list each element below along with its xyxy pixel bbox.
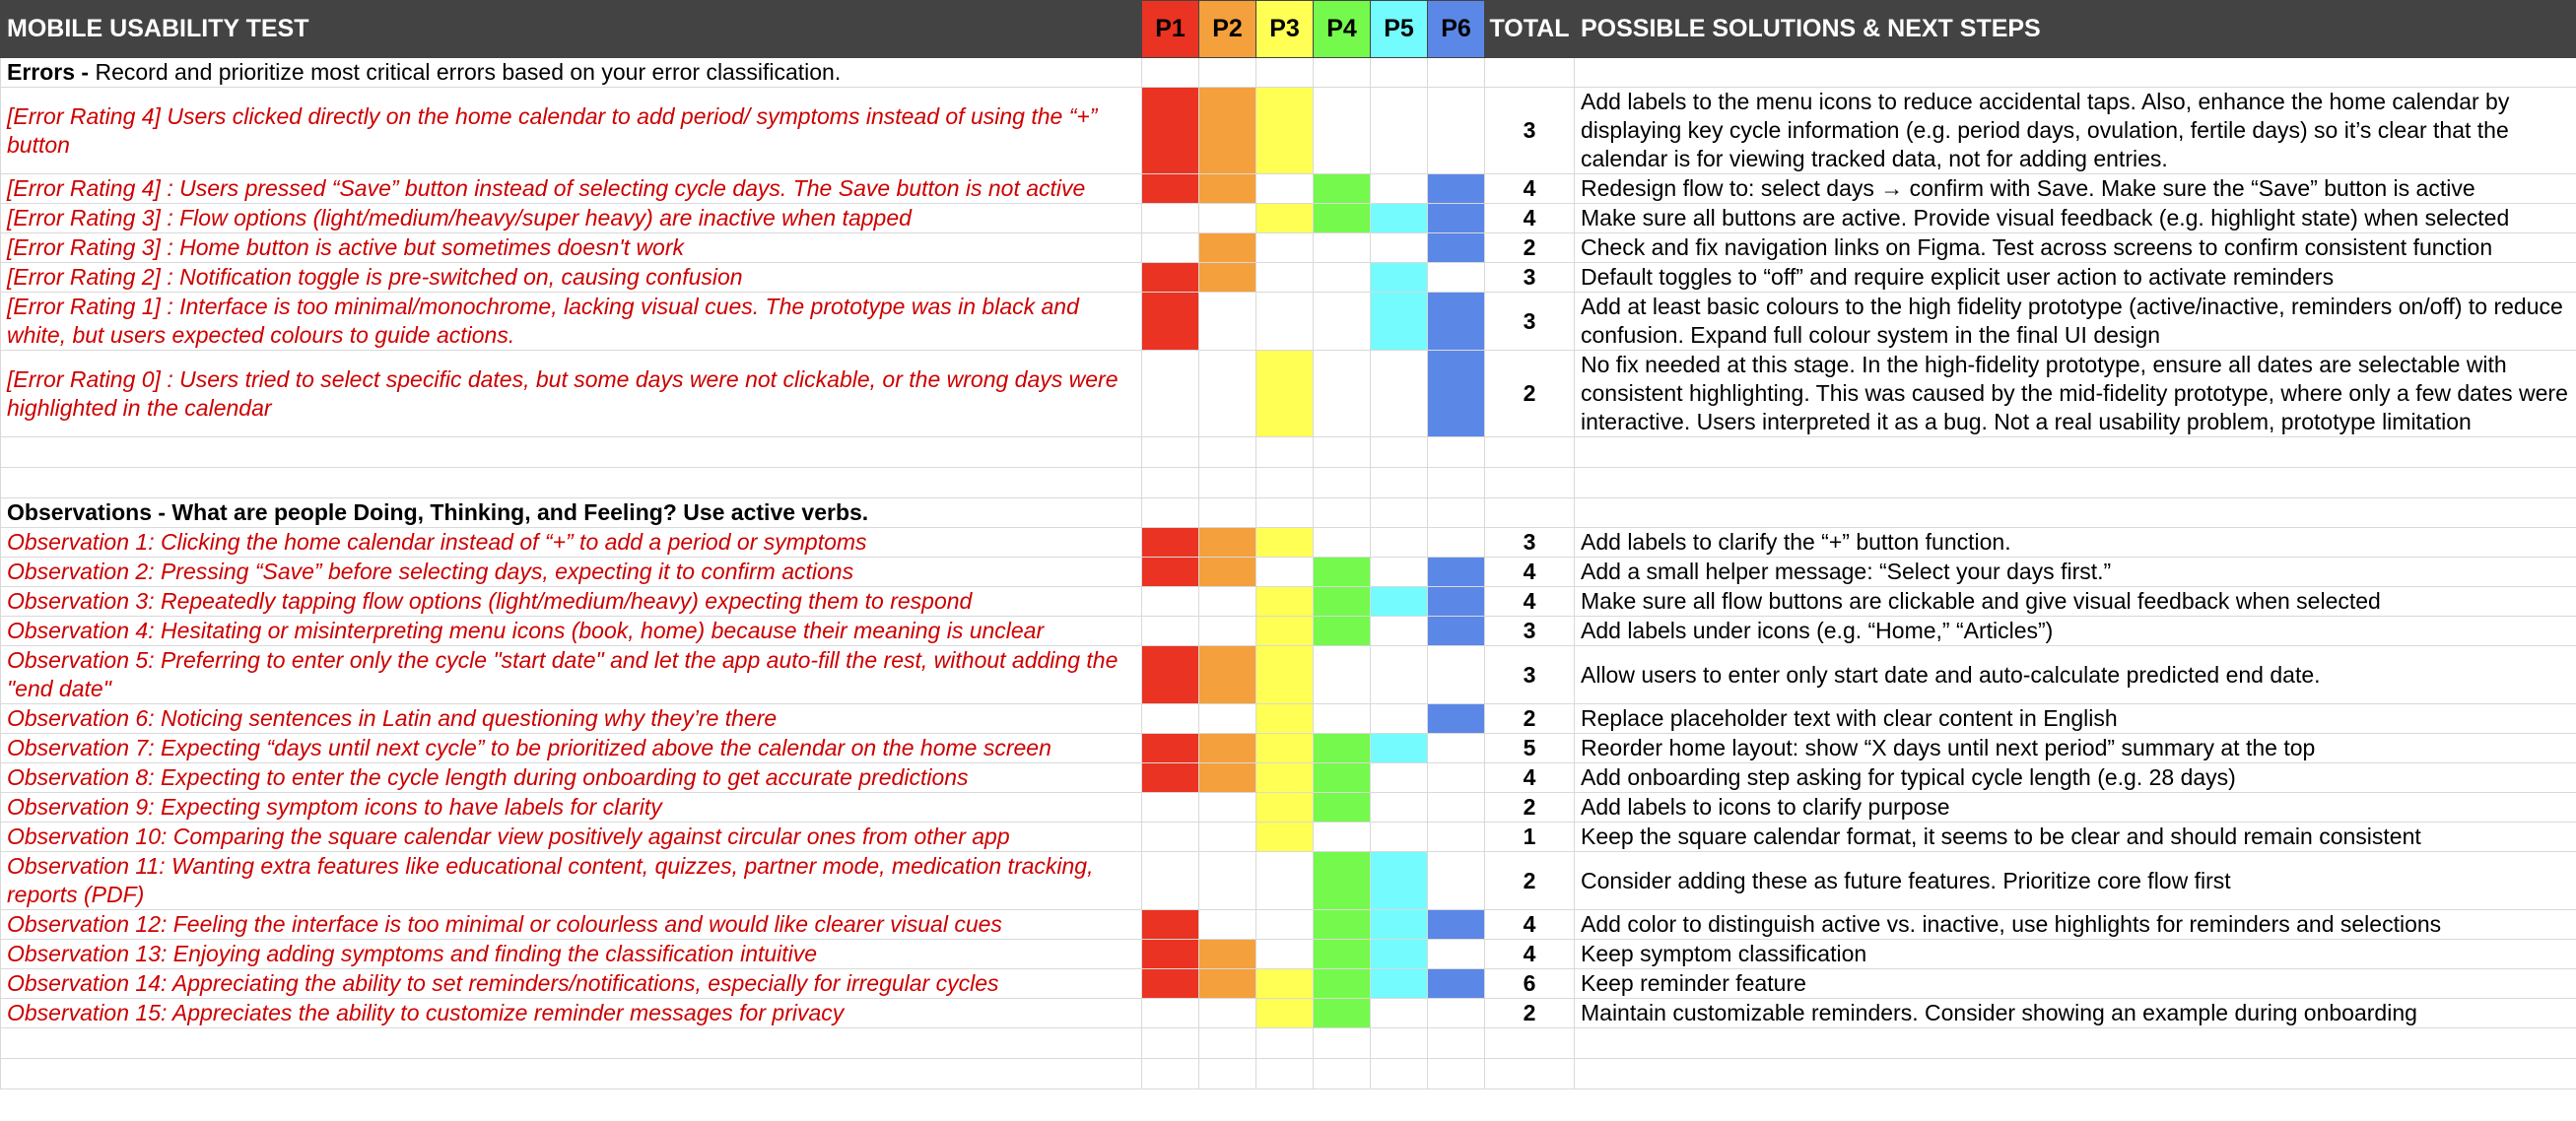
participant-mark-p3[interactable] [1256, 704, 1314, 734]
participant-mark-p5[interactable] [1371, 793, 1428, 823]
observation-total[interactable]: 4 [1485, 940, 1575, 969]
errors-label: Errors - [7, 59, 96, 85]
participant-mark-p2[interactable] [1199, 793, 1256, 823]
participant-mark-p4[interactable] [1314, 704, 1371, 734]
participant-mark-p3[interactable] [1256, 587, 1314, 617]
observation-description[interactable]: Observation 4: Hesitating or misinterpreting menu icons (book, home) because their meaning is unclear [1, 617, 1142, 646]
participant-mark-p3[interactable] [1256, 174, 1314, 204]
participant-mark-p6[interactable] [1428, 528, 1485, 558]
observations-heading[interactable]: Observations - What are people Doing, Thinking, and Feeling? Use active verbs. [1, 498, 1142, 528]
participant-mark-p6[interactable] [1428, 617, 1485, 646]
empty-cell[interactable] [1199, 498, 1256, 528]
observation-solution[interactable]: Add onboarding step asking for typical cycle length (e.g. 28 days) [1575, 763, 2576, 793]
empty-cell[interactable] [1142, 1028, 1199, 1059]
observation-row [1, 823, 2576, 852]
participant-mark-p3[interactable] [1256, 763, 1314, 793]
observation-solution[interactable]: Consider adding these as future features. Prioritize core flow first [1575, 852, 2576, 910]
observation-row [1, 587, 2576, 617]
error-total[interactable]: 2 [1485, 351, 1575, 437]
participant-mark-p4[interactable] [1314, 351, 1371, 437]
participant-mark-p2[interactable] [1199, 233, 1256, 263]
empty-cell[interactable] [1428, 1028, 1485, 1059]
error-row [1, 174, 2576, 204]
error-description[interactable]: [Error Rating 0] : Users tried to select specific dates, but some days were not clickable, or the wrong days were highlighted in the calendar [1, 351, 1142, 437]
empty-cell[interactable] [1199, 1028, 1256, 1059]
participant-mark-p1[interactable] [1142, 528, 1199, 558]
participant-mark-p3[interactable] [1256, 558, 1314, 587]
empty-cell[interactable] [1575, 437, 2576, 468]
empty-cell[interactable] [1485, 58, 1575, 88]
header-row [1, 1, 2576, 58]
error-row [1, 233, 2576, 263]
participant-mark-p2[interactable] [1199, 734, 1256, 763]
observation-row [1, 940, 2576, 969]
participant-mark-p4[interactable] [1314, 293, 1371, 351]
participant-mark-p2[interactable] [1199, 558, 1256, 587]
empty-cell[interactable] [1371, 1028, 1428, 1059]
participant-mark-p4[interactable] [1314, 587, 1371, 617]
participant-mark-p2[interactable] [1199, 704, 1256, 734]
empty-cell[interactable] [1256, 58, 1314, 88]
observation-total[interactable]: 4 [1485, 587, 1575, 617]
empty-cell[interactable] [1428, 1059, 1485, 1089]
error-row [1, 204, 2576, 233]
participant-mark-p4[interactable] [1314, 823, 1371, 852]
observation-solution[interactable]: Keep reminder feature [1575, 969, 2576, 999]
observation-total[interactable]: 3 [1485, 617, 1575, 646]
empty-cell[interactable] [1, 437, 1142, 468]
participant-mark-p1[interactable] [1142, 704, 1199, 734]
observations-section-row [1, 498, 2576, 528]
participant-mark-p2[interactable] [1199, 351, 1256, 437]
empty-cell[interactable] [1, 1059, 1142, 1089]
empty-cell[interactable] [1575, 1059, 2576, 1089]
participant-mark-p4[interactable] [1314, 940, 1371, 969]
error-solution[interactable]: Check and fix navigation links on Figma. Test across screens to confirm consistent function [1575, 233, 2576, 263]
participant-mark-p6[interactable] [1428, 88, 1485, 174]
participant-mark-p5[interactable] [1371, 646, 1428, 704]
observation-row [1, 528, 2576, 558]
participant-mark-p5[interactable] [1371, 204, 1428, 233]
observation-total[interactable]: 3 [1485, 646, 1575, 704]
participant-header-p1[interactable]: P1 [1142, 1, 1199, 58]
participant-mark-p4[interactable] [1314, 646, 1371, 704]
empty-cell[interactable] [1371, 1059, 1428, 1089]
participant-mark-p3[interactable] [1256, 999, 1314, 1028]
observation-solution[interactable]: Add color to distinguish active vs. inactive, use highlights for reminders and selections [1575, 910, 2576, 940]
participant-mark-p3[interactable] [1256, 940, 1314, 969]
error-row [1, 263, 2576, 293]
participant-mark-p3[interactable] [1256, 910, 1314, 940]
empty-cell[interactable] [1485, 1059, 1575, 1089]
participant-mark-p4[interactable] [1314, 617, 1371, 646]
empty-cell[interactable] [1314, 1059, 1371, 1089]
participant-mark-p1[interactable] [1142, 587, 1199, 617]
total-header[interactable]: TOTAL [1485, 1, 1575, 58]
observation-row [1, 793, 2576, 823]
blank-row [1, 468, 2576, 498]
participant-mark-p1[interactable] [1142, 233, 1199, 263]
participant-mark-p1[interactable] [1142, 940, 1199, 969]
observation-description[interactable]: Observation 7: Expecting “days until next cycle” to be prioritized above the calendar on the home screen [1, 734, 1142, 763]
participant-mark-p2[interactable] [1199, 204, 1256, 233]
participant-mark-p3[interactable] [1256, 852, 1314, 910]
observation-description[interactable]: Observation 5: Preferring to enter only the cycle "start date" and let the app auto-fill the rest, without adding the "end date" [1, 646, 1142, 704]
empty-cell[interactable] [1371, 468, 1428, 498]
participant-mark-p5[interactable] [1371, 293, 1428, 351]
participant-mark-p2[interactable] [1199, 174, 1256, 204]
participant-mark-p5[interactable] [1371, 969, 1428, 999]
participant-mark-p3[interactable] [1256, 823, 1314, 852]
error-description[interactable]: [Error Rating 3] : Home button is active but sometimes doesn't work [1, 233, 1142, 263]
observation-total[interactable]: 2 [1485, 999, 1575, 1028]
participant-mark-p5[interactable] [1371, 910, 1428, 940]
participant-mark-p6[interactable] [1428, 204, 1485, 233]
observation-row [1, 999, 2576, 1028]
error-description[interactable]: [Error Rating 4] Users clicked directly on the home calendar to add period/ symptoms instead of using the “+” button [1, 88, 1142, 174]
participant-mark-p4[interactable] [1314, 763, 1371, 793]
participant-mark-p1[interactable] [1142, 204, 1199, 233]
empty-cell[interactable] [1428, 437, 1485, 468]
sheet-title[interactable]: MOBILE USABILITY TEST [1, 1, 1142, 58]
participant-mark-p5[interactable] [1371, 88, 1428, 174]
empty-cell[interactable] [1142, 468, 1199, 498]
empty-cell[interactable] [1142, 437, 1199, 468]
participant-mark-p6[interactable] [1428, 293, 1485, 351]
participant-mark-p5[interactable] [1371, 174, 1428, 204]
participant-mark-p3[interactable] [1256, 646, 1314, 704]
observation-row [1, 910, 2576, 940]
observation-row [1, 558, 2576, 587]
participant-mark-p1[interactable] [1142, 734, 1199, 763]
participant-mark-p6[interactable] [1428, 763, 1485, 793]
participant-mark-p3[interactable] [1256, 734, 1314, 763]
participant-mark-p2[interactable] [1199, 617, 1256, 646]
participant-mark-p5[interactable] [1371, 351, 1428, 437]
observation-total[interactable]: 3 [1485, 528, 1575, 558]
participant-mark-p6[interactable] [1428, 646, 1485, 704]
participant-header-p3[interactable]: P3 [1256, 1, 1314, 58]
participant-mark-p5[interactable] [1371, 763, 1428, 793]
participant-mark-p4[interactable] [1314, 528, 1371, 558]
participant-mark-p2[interactable] [1199, 823, 1256, 852]
participant-mark-p2[interactable] [1199, 646, 1256, 704]
participant-mark-p5[interactable] [1371, 823, 1428, 852]
errors-section-cell[interactable] [1, 58, 1142, 88]
empty-cell[interactable] [1371, 437, 1428, 468]
error-total[interactable]: 4 [1485, 204, 1575, 233]
errors-section-row [1, 58, 2576, 88]
empty-cell[interactable] [1199, 468, 1256, 498]
participant-mark-p3[interactable] [1256, 617, 1314, 646]
observation-solution[interactable]: Keep symptom classification [1575, 940, 2576, 969]
observation-description[interactable]: Observation 10: Comparing the square calendar view positively against circular ones from other app [1, 823, 1142, 852]
participant-mark-p1[interactable] [1142, 351, 1199, 437]
error-row [1, 88, 2576, 174]
participant-mark-p1[interactable] [1142, 263, 1199, 293]
participant-mark-p6[interactable] [1428, 233, 1485, 263]
empty-cell[interactable] [1314, 498, 1371, 528]
observation-solution[interactable]: Allow users to enter only start date and auto-calculate predicted end date. [1575, 646, 2576, 704]
empty-cell[interactable] [1428, 58, 1485, 88]
error-row [1, 293, 2576, 351]
empty-cell[interactable] [1485, 1028, 1575, 1059]
participant-mark-p5[interactable] [1371, 617, 1428, 646]
empty-cell[interactable] [1, 468, 1142, 498]
observation-total[interactable]: 2 [1485, 852, 1575, 910]
error-solution[interactable]: Make sure all buttons are active. Provide visual feedback (e.g. highlight state) when selected [1575, 204, 2576, 233]
participant-mark-p5[interactable] [1371, 587, 1428, 617]
empty-cell[interactable] [1142, 58, 1199, 88]
participant-mark-p4[interactable] [1314, 558, 1371, 587]
participant-mark-p3[interactable] [1256, 793, 1314, 823]
participant-mark-p5[interactable] [1371, 704, 1428, 734]
error-total[interactable]: 3 [1485, 263, 1575, 293]
empty-cell[interactable] [1, 1028, 1142, 1059]
participant-mark-p3[interactable] [1256, 88, 1314, 174]
participant-mark-p4[interactable] [1314, 88, 1371, 174]
participant-mark-p2[interactable] [1199, 763, 1256, 793]
error-total[interactable]: 3 [1485, 293, 1575, 351]
empty-cell[interactable] [1428, 468, 1485, 498]
participant-mark-p4[interactable] [1314, 969, 1371, 999]
participant-mark-p3[interactable] [1256, 351, 1314, 437]
observation-row [1, 763, 2576, 793]
participant-mark-p5[interactable] [1371, 940, 1428, 969]
observation-description[interactable]: Observation 13: Enjoying adding symptoms and finding the classification intuitive [1, 940, 1142, 969]
error-solution[interactable]: Redesign flow to: select days → confirm with Save. Make sure the “Save” button is active [1575, 174, 2576, 204]
participant-mark-p2[interactable] [1199, 293, 1256, 351]
participant-mark-p1[interactable] [1142, 852, 1199, 910]
participant-mark-p4[interactable] [1314, 174, 1371, 204]
observation-total[interactable]: 4 [1485, 910, 1575, 940]
participant-mark-p6[interactable] [1428, 174, 1485, 204]
error-total[interactable]: 3 [1485, 88, 1575, 174]
observation-solution[interactable]: Add a small helper message: “Select your days first.” [1575, 558, 2576, 587]
error-description[interactable]: [Error Rating 3] : Flow options (light/medium/heavy/super heavy) are inactive when tapped [1, 204, 1142, 233]
blank-row [1, 1059, 2576, 1089]
empty-cell[interactable] [1256, 468, 1314, 498]
participant-header-p4[interactable]: P4 [1314, 1, 1371, 58]
observation-solution[interactable]: Add labels under icons (e.g. “Home,” “Articles”) [1575, 617, 2576, 646]
participant-mark-p5[interactable] [1371, 233, 1428, 263]
observation-solution[interactable]: Replace placeholder text with clear content in English [1575, 704, 2576, 734]
error-solution[interactable]: Add labels to the menu icons to reduce accidental taps. Also, enhance the home calendar by displaying key cycle information (e.g. period days, ovulation, fertile days) so it’s clear that the calendar is for viewing tracked data, not for adding entries. [1575, 88, 2576, 174]
participant-mark-p2[interactable] [1199, 88, 1256, 174]
observation-solution[interactable]: Make sure all flow buttons are clickable and give visual feedback when selected [1575, 587, 2576, 617]
participant-mark-p6[interactable] [1428, 793, 1485, 823]
participant-mark-p1[interactable] [1142, 293, 1199, 351]
empty-cell[interactable] [1371, 498, 1428, 528]
errors-description: Record and prioritize most critical errors based on your error classification. [95, 59, 842, 85]
participant-mark-p1[interactable] [1142, 88, 1199, 174]
empty-cell[interactable] [1314, 1028, 1371, 1059]
participant-mark-p5[interactable] [1371, 999, 1428, 1028]
participant-mark-p1[interactable] [1142, 617, 1199, 646]
participant-mark-p6[interactable] [1428, 263, 1485, 293]
empty-cell[interactable] [1428, 498, 1485, 528]
observation-description[interactable]: Observation 6: Noticing sentences in Latin and questioning why they’re there [1, 704, 1142, 734]
participant-mark-p4[interactable] [1314, 793, 1371, 823]
participant-mark-p2[interactable] [1199, 910, 1256, 940]
error-description[interactable]: [Error Rating 4] : Users pressed “Save” button instead of selecting cycle days. The Save button is not active [1, 174, 1142, 204]
participant-mark-p6[interactable] [1428, 587, 1485, 617]
participant-mark-p1[interactable] [1142, 823, 1199, 852]
participant-mark-p3[interactable] [1256, 233, 1314, 263]
empty-cell[interactable] [1142, 498, 1199, 528]
participant-mark-p1[interactable] [1142, 174, 1199, 204]
participant-mark-p6[interactable] [1428, 852, 1485, 910]
empty-cell[interactable] [1485, 498, 1575, 528]
empty-cell[interactable] [1575, 1028, 2576, 1059]
participant-mark-p5[interactable] [1371, 263, 1428, 293]
blank-row [1, 1028, 2576, 1059]
participant-mark-p6[interactable] [1428, 704, 1485, 734]
error-description[interactable]: [Error Rating 1] : Interface is too minimal/monochrome, lacking visual cues. The prototype was in black and white, but users expected colours to guide actions. [1, 293, 1142, 351]
participant-mark-p4[interactable] [1314, 204, 1371, 233]
error-total[interactable]: 2 [1485, 233, 1575, 263]
observation-total[interactable]: 4 [1485, 763, 1575, 793]
participant-mark-p1[interactable] [1142, 646, 1199, 704]
participant-mark-p2[interactable] [1199, 528, 1256, 558]
empty-cell[interactable] [1575, 58, 2576, 88]
observation-row [1, 617, 2576, 646]
table-body [1, 58, 2576, 1089]
empty-cell[interactable] [1314, 437, 1371, 468]
empty-cell[interactable] [1199, 58, 1256, 88]
observation-row [1, 734, 2576, 763]
empty-cell[interactable] [1575, 498, 2576, 528]
participant-mark-p4[interactable] [1314, 263, 1371, 293]
participant-mark-p1[interactable] [1142, 763, 1199, 793]
observation-solution[interactable]: Add labels to clarify the “+” button function. [1575, 528, 2576, 558]
observation-total[interactable]: 2 [1485, 793, 1575, 823]
observation-row [1, 852, 2576, 910]
participant-mark-p4[interactable] [1314, 910, 1371, 940]
participant-mark-p2[interactable] [1199, 940, 1256, 969]
participant-mark-p1[interactable] [1142, 910, 1199, 940]
observation-description[interactable]: Observation 3: Repeatedly tapping flow options (light/medium/heavy) expecting them to respond [1, 587, 1142, 617]
empty-cell[interactable] [1485, 468, 1575, 498]
participant-mark-p1[interactable] [1142, 999, 1199, 1028]
empty-cell[interactable] [1142, 1059, 1199, 1089]
participant-mark-p2[interactable] [1199, 852, 1256, 910]
observation-total[interactable]: 4 [1485, 558, 1575, 587]
empty-cell[interactable] [1256, 1059, 1314, 1089]
participant-mark-p6[interactable] [1428, 734, 1485, 763]
observation-description[interactable]: Observation 12: Feeling the interface is too minimal or colourless and would like clearer visual cues [1, 910, 1142, 940]
participant-mark-p2[interactable] [1199, 969, 1256, 999]
participant-mark-p2[interactable] [1199, 263, 1256, 293]
observation-total[interactable]: 6 [1485, 969, 1575, 999]
solutions-header[interactable]: POSSIBLE SOLUTIONS & NEXT STEPS [1575, 1, 2576, 58]
participant-mark-p6[interactable] [1428, 940, 1485, 969]
empty-cell[interactable] [1314, 468, 1371, 498]
empty-cell[interactable] [1485, 437, 1575, 468]
empty-cell[interactable] [1256, 1028, 1314, 1059]
observation-description[interactable]: Observation 1: Clicking the home calendar instead of “+” to add a period or symptoms [1, 528, 1142, 558]
participant-mark-p6[interactable] [1428, 351, 1485, 437]
observation-solution[interactable]: Maintain customizable reminders. Consider showing an example during onboarding [1575, 999, 2576, 1028]
observation-description[interactable]: Observation 15: Appreciates the ability to customize reminder messages for privacy [1, 999, 1142, 1028]
participant-mark-p6[interactable] [1428, 969, 1485, 999]
participant-mark-p5[interactable] [1371, 734, 1428, 763]
participant-mark-p4[interactable] [1314, 233, 1371, 263]
observation-total[interactable]: 1 [1485, 823, 1575, 852]
participant-mark-p6[interactable] [1428, 823, 1485, 852]
observation-description[interactable]: Observation 14: Appreciating the ability to set reminders/notifications, especially for irregular cycles [1, 969, 1142, 999]
observation-solution[interactable]: Add labels to icons to clarify purpose [1575, 793, 2576, 823]
participant-mark-p1[interactable] [1142, 793, 1199, 823]
observation-description[interactable]: Observation 8: Expecting to enter the cycle length during onboarding to get accurate predictions [1, 763, 1142, 793]
observation-row [1, 969, 2576, 999]
observation-solution[interactable]: Keep the square calendar format, it seems to be clear and should remain consistent [1575, 823, 2576, 852]
participant-mark-p3[interactable] [1256, 293, 1314, 351]
error-solution[interactable]: No fix needed at this stage. In the high-fidelity prototype, ensure all dates are selectable with consistent highlighting. This was caused by the mid-fidelity prototype, where only a few dates were interactive. Users interpreted it as a bug. Not a real usability problem, prototype limitation [1575, 351, 2576, 437]
participant-mark-p3[interactable] [1256, 969, 1314, 999]
observation-description[interactable]: Observation 11: Wanting extra features like educational content, quizzes, partner mode, medication tracking, reports (PDF) [1, 852, 1142, 910]
observation-total[interactable]: 5 [1485, 734, 1575, 763]
participant-header-p5[interactable]: P5 [1371, 1, 1428, 58]
error-total[interactable]: 4 [1485, 174, 1575, 204]
empty-cell[interactable] [1314, 58, 1371, 88]
participant-mark-p2[interactable] [1199, 587, 1256, 617]
participant-mark-p5[interactable] [1371, 528, 1428, 558]
participant-mark-p5[interactable] [1371, 852, 1428, 910]
participant-mark-p4[interactable] [1314, 852, 1371, 910]
observation-row [1, 646, 2576, 704]
participant-mark-p5[interactable] [1371, 558, 1428, 587]
observation-total[interactable]: 2 [1485, 704, 1575, 734]
observation-description[interactable]: Observation 2: Pressing “Save” before selecting days, expecting it to confirm actions [1, 558, 1142, 587]
participant-mark-p3[interactable] [1256, 263, 1314, 293]
empty-cell[interactable] [1371, 58, 1428, 88]
empty-cell[interactable] [1256, 437, 1314, 468]
empty-cell[interactable] [1575, 468, 2576, 498]
observation-row [1, 704, 2576, 734]
participant-header-p2[interactable]: P2 [1199, 1, 1256, 58]
participant-mark-p3[interactable] [1256, 528, 1314, 558]
empty-cell[interactable] [1199, 437, 1256, 468]
participant-mark-p4[interactable] [1314, 734, 1371, 763]
error-solution[interactable]: Default toggles to “off” and require explicit user action to activate reminders [1575, 263, 2576, 293]
participant-mark-p1[interactable] [1142, 558, 1199, 587]
participant-mark-p6[interactable] [1428, 558, 1485, 587]
participant-header-p6[interactable]: P6 [1428, 1, 1485, 58]
participant-mark-p3[interactable] [1256, 204, 1314, 233]
blank-row [1, 437, 2576, 468]
error-solution[interactable]: Add at least basic colours to the high fidelity prototype (active/inactive, reminders on/off) to reduce confusion. Expand full colour system in the final UI design [1575, 293, 2576, 351]
empty-cell[interactable] [1199, 1059, 1256, 1089]
participant-mark-p6[interactable] [1428, 999, 1485, 1028]
observation-solution[interactable]: Reorder home layout: show “X days until next period” summary at the top [1575, 734, 2576, 763]
participant-mark-p6[interactable] [1428, 910, 1485, 940]
participant-mark-p1[interactable] [1142, 969, 1199, 999]
error-description[interactable]: [Error Rating 2] : Notification toggle is pre-switched on, causing confusion [1, 263, 1142, 293]
participant-mark-p2[interactable] [1199, 999, 1256, 1028]
participant-mark-p4[interactable] [1314, 999, 1371, 1028]
error-row [1, 351, 2576, 437]
observation-description[interactable]: Observation 9: Expecting symptom icons to have labels for clarity [1, 793, 1142, 823]
empty-cell[interactable] [1256, 498, 1314, 528]
